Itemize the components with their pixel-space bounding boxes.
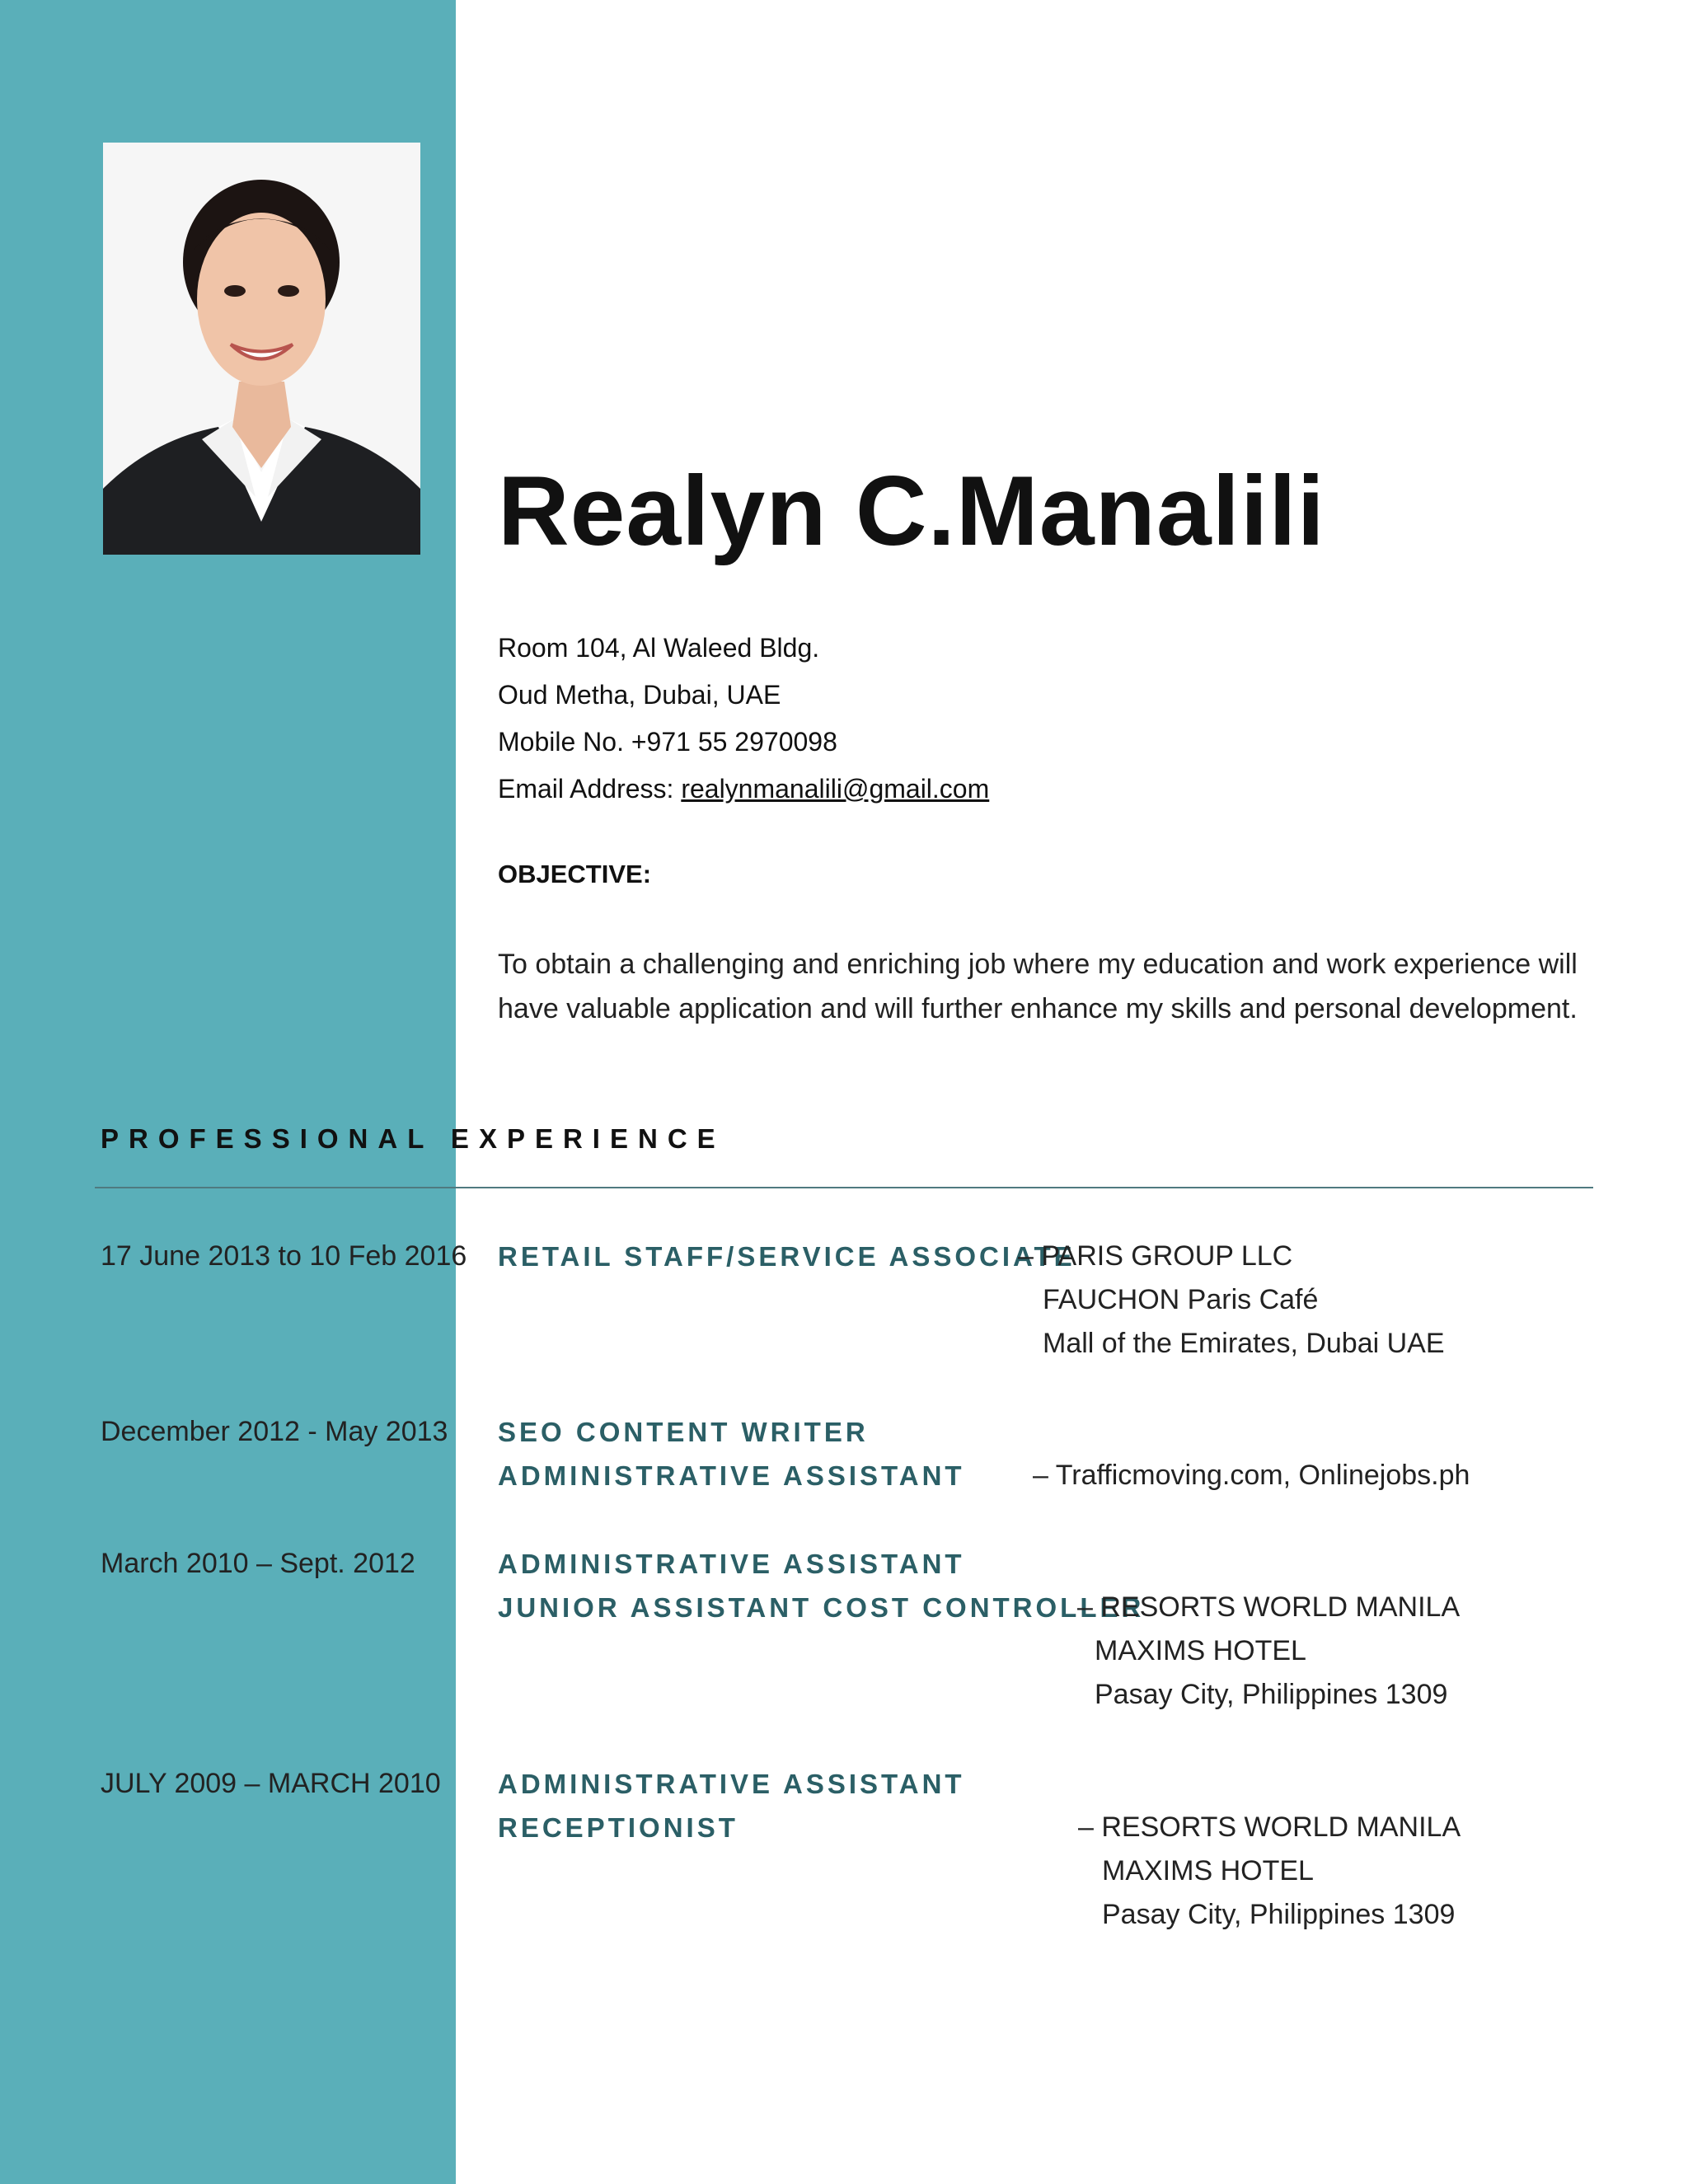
job-2-role-2: ADMINISTRATIVE ASSISTANT	[498, 1460, 965, 1491]
job-3-company-line-3: Pasay City, Philippines 1309	[1095, 1679, 1448, 1710]
experience-heading: PROFESSIONAL EXPERIENCE	[101, 1123, 725, 1154]
objective-text: To obtain a challenging and enriching job where my education and work experience will have valuable application and will further enhance my skills and personal development.	[498, 949, 1578, 1024]
job-3-role-2: JUNIOR ASSISTANT COST CONTROLLER	[498, 1592, 1145, 1623]
job-1-company-line-2: FAUCHON Paris Café	[1043, 1284, 1319, 1315]
job-1-company-line-3: Mall of the Emirates, Dubai UAE	[1043, 1328, 1445, 1359]
email-link[interactable]: realynmanalili@gmail.com	[681, 774, 990, 804]
job-1-date: 17 June 2013 to 10 Feb 2016	[101, 1240, 467, 1272]
job-1-role-1: RETAIL STAFF/SERVICE ASSOCIATE	[498, 1241, 1076, 1272]
job-2-role-1: SEO CONTENT WRITER	[498, 1417, 869, 1447]
job-1-company-line-1: – PARIS GROUP LLC	[1018, 1240, 1293, 1272]
candidate-name: Realyn C.Manalili	[498, 456, 1325, 566]
email-row	[498, 766, 989, 813]
profile-photo-illustration	[103, 143, 420, 555]
job-2-date: December 2012 - May 2013	[101, 1416, 448, 1447]
job-4-role-1: ADMINISTRATIVE ASSISTANT	[498, 1769, 965, 1799]
job-4-company-line-2: MAXIMS HOTEL	[1102, 1855, 1314, 1886]
job-3-company-line-1: – RESORTS WORLD MANILA	[1077, 1591, 1461, 1623]
address-line-2: Oud Metha, Dubai, UAE	[498, 680, 781, 710]
job-4-company-line-3: Pasay City, Philippines 1309	[1102, 1899, 1456, 1930]
job-2-company-line-1: – Trafficmoving.com, Onlinejobs.ph	[1033, 1460, 1470, 1491]
address-line-1: Room 104, Al Waleed Bldg.	[498, 633, 820, 663]
objective-heading: OBJECTIVE:	[498, 860, 652, 888]
job-4-role-2: RECEPTIONIST	[498, 1812, 738, 1843]
job-3-role-1: ADMINISTRATIVE ASSISTANT	[498, 1549, 965, 1579]
job-4-company-line-1: – RESORTS WORLD MANILA	[1078, 1811, 1461, 1843]
job-3-company-line-2: MAXIMS HOTEL	[1095, 1635, 1306, 1666]
profile-photo	[103, 143, 420, 555]
mobile-number: Mobile No. +971 55 2970098	[498, 727, 837, 757]
job-3-date: March 2010 – Sept. 2012	[101, 1548, 415, 1579]
contact-block	[498, 625, 989, 813]
section-divider	[95, 1187, 1593, 1188]
job-4-date: JULY 2009 – MARCH 2010	[101, 1768, 441, 1799]
email-label: Email Address:	[498, 774, 682, 804]
